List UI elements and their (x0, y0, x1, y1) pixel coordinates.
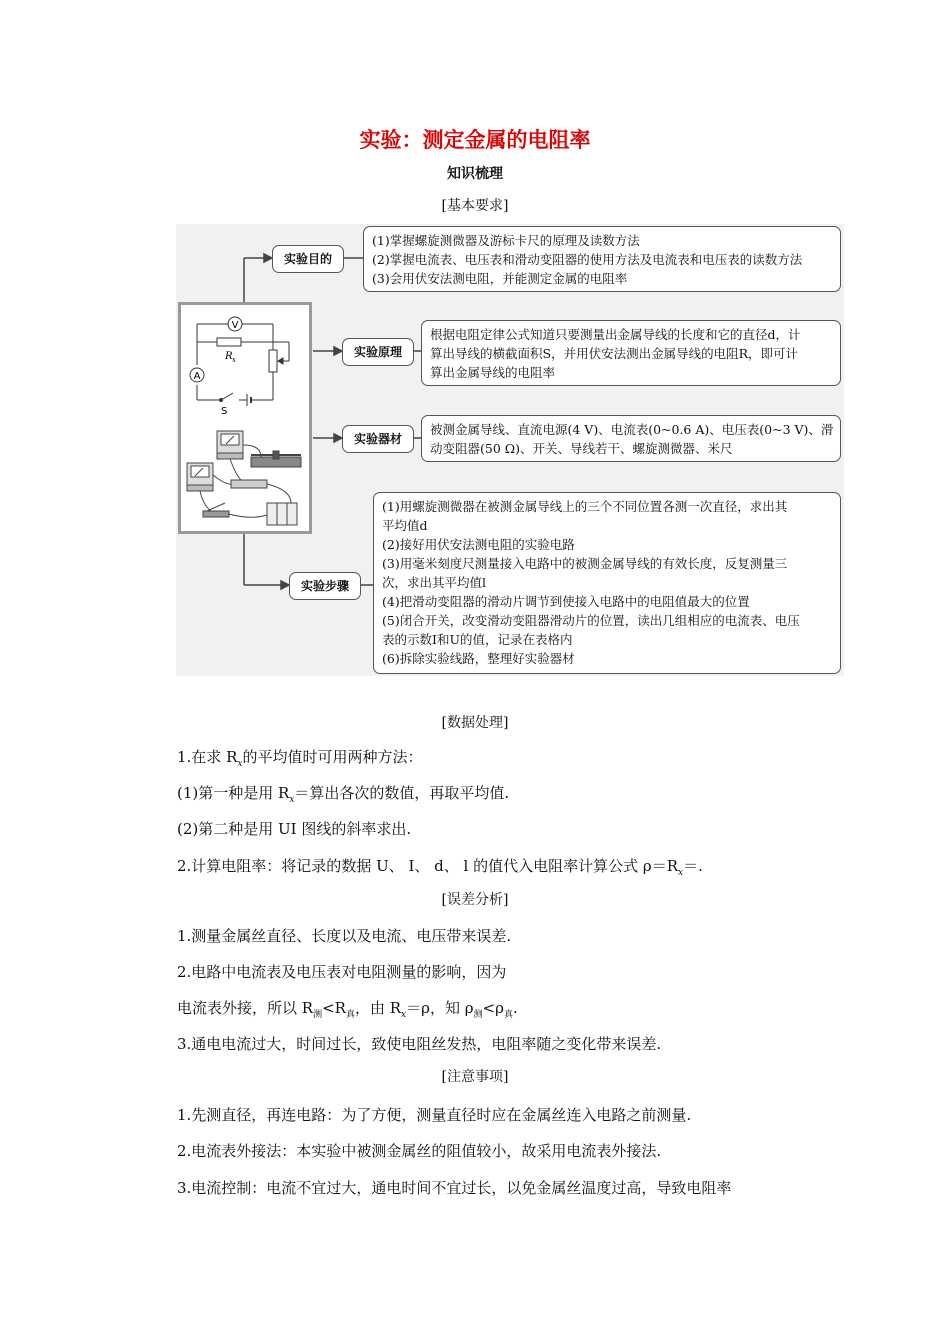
page-subtitle: 知识梳理 (447, 166, 503, 182)
steps-box (373, 492, 841, 674)
notes-paragraph-3: 3.电流控制：电流不宜过大，通电时间不宜过长，以免金属丝温度过高，导致电阻率 (177, 1179, 732, 1197)
experiment-diagram (176, 224, 844, 676)
data-p1-text: 1.在求 R (177, 748, 238, 766)
error-paragraph-1: 1.测量金属丝直径、长度以及电流、电压带来误差. (177, 927, 512, 945)
data-p1-rest: 的平均值时可用两种方法： (242, 748, 423, 766)
purpose-line: (3)会用伏安法测电阻，并能测定金属的电阻率 (372, 271, 628, 286)
label-equipment: 实验器材 (342, 425, 414, 453)
data-paragraph-2 (177, 782, 509, 805)
purpose-box (363, 226, 841, 292)
error-p3-sub5: 真 (503, 1010, 513, 1020)
error-p3-sub4: 测 (473, 1010, 483, 1020)
principle-line: 算出金属导线的电阻率 (430, 365, 556, 380)
principle-line: 根据电阻定律公式知道只要测量出金属导线的长度和它的直径d，计 (430, 327, 801, 342)
error-p3-c: ，由 R (354, 999, 402, 1017)
steps-line: 平均值d (382, 518, 428, 533)
equipment-box (421, 415, 841, 462)
section-error-heading: [误差分析] (441, 892, 509, 908)
section-basic-heading: [基本要求] (441, 198, 509, 214)
data-p4-text: 2.计算电阻率：将记录的数据 U、 I、 d、 l 的值代入电阻率计算公式 ρ＝R (177, 857, 679, 875)
resistor-symbol: R (225, 351, 233, 362)
ammeter-symbol: A (193, 371, 201, 382)
data-paragraph-3: (2)第二种是用 UI 图线的斜率求出. (177, 820, 412, 838)
error-p3-b: <R (322, 999, 346, 1017)
steps-line: (3)用毫米刻度尺测量接入电路中的被测金属导线的有效长度，反复测量三 (382, 556, 788, 571)
data-paragraph-4 (177, 855, 703, 878)
resistor-subscript: x (232, 356, 236, 364)
steps-line: (2)接好用伏安法测电阻的实验电路 (382, 537, 575, 552)
notes-paragraph-2: 2.电流表外接法：本实验中被测金属丝的阻值较小，故采用电流表外接法. (177, 1142, 662, 1160)
error-paragraph-4: 3.通电电流过大，时间过长，致使电阻丝发热，电阻率随之变化带来误差. (177, 1035, 662, 1053)
section-notes-heading: [注意事项] (441, 1069, 509, 1085)
label-steps: 实验步骤 (289, 572, 361, 600)
voltmeter-symbol: V (231, 320, 239, 331)
error-paragraph-2: 2.电路中电流表及电压表对电阻测量的影响，因为 (177, 963, 507, 981)
error-p3-e: <ρ (482, 999, 504, 1017)
equipment-line: 动变阻器(50 Ω)、开关、导线若干、螺旋测微器、米尺 (430, 441, 733, 456)
steps-line: (6)拆除实验线路，整理好实验器材 (382, 651, 575, 666)
steps-line: (1)用螺旋测微器在被测金属导线上的三个不同位置各测一次直径，求出其 (382, 499, 788, 514)
error-p3-d: ＝ρ，知 ρ (406, 999, 474, 1017)
data-p2-rest: ＝算出各次的数值，再取平均值. (294, 784, 510, 802)
apparatus-illustration (187, 431, 301, 525)
notes-paragraph-1: 1.先测直径，再连电路：为了方便，测量直径时应在金属丝连入电路之前测量. (177, 1106, 692, 1124)
steps-line: 次，求出其平均值l (382, 575, 486, 590)
section-data-heading: [数据处理] (441, 715, 509, 731)
apparatus-panel (178, 302, 312, 534)
purpose-line: (1)掌握螺旋测微器及游标卡尺的原理及读数方法 (372, 233, 640, 248)
principle-line: 算出导线的横截面积S，并用伏安法测出金属导线的电阻R，即可计 (430, 346, 798, 361)
error-p3-sub1: 测 (313, 1010, 323, 1020)
label-purpose: 实验目的 (272, 245, 344, 273)
steps-line: (5)闭合开关，改变滑动变阻器滑动片的位置，读出几组相应的电流表、电压 (382, 613, 800, 628)
error-p3-sub3: x (401, 1010, 407, 1020)
data-p2-text: (1)第一种是用 R (177, 784, 290, 802)
error-p3-sub2: 真 (345, 1010, 355, 1020)
data-p2-sub: x (289, 795, 295, 805)
data-p1-sub: x (237, 759, 243, 769)
error-p3-f: . (512, 999, 518, 1017)
label-principle: 实验原理 (342, 338, 414, 366)
equipment-line: 被测金属导线、直流电源(4 V)、电流表(0~0.6 A)、电压表(0~3 V)、滑 (430, 422, 834, 437)
error-p3-a: 电流表外接，所以 R (177, 999, 314, 1017)
page-title: 实验：测定金属的电阻率 (359, 128, 591, 152)
steps-line: (4)把滑动变阻器的滑动片调节到使接入电路中的电阻值最大的位置 (382, 594, 750, 609)
purpose-line: (2)掌握电流表、电压表和滑动变阻器的使用方法及电流表和电压表的读数方法 (372, 252, 803, 267)
data-p4-rest: ＝. (683, 857, 703, 875)
circuit-diagram (181, 305, 309, 531)
steps-line: 表的示数I和U的值，记录在表格内 (382, 632, 573, 647)
data-p4-sub: x (678, 868, 684, 878)
switch-symbol: S (221, 406, 228, 417)
error-paragraph-3 (177, 997, 518, 1020)
data-paragraph-1 (177, 746, 422, 769)
principle-box (421, 320, 841, 386)
